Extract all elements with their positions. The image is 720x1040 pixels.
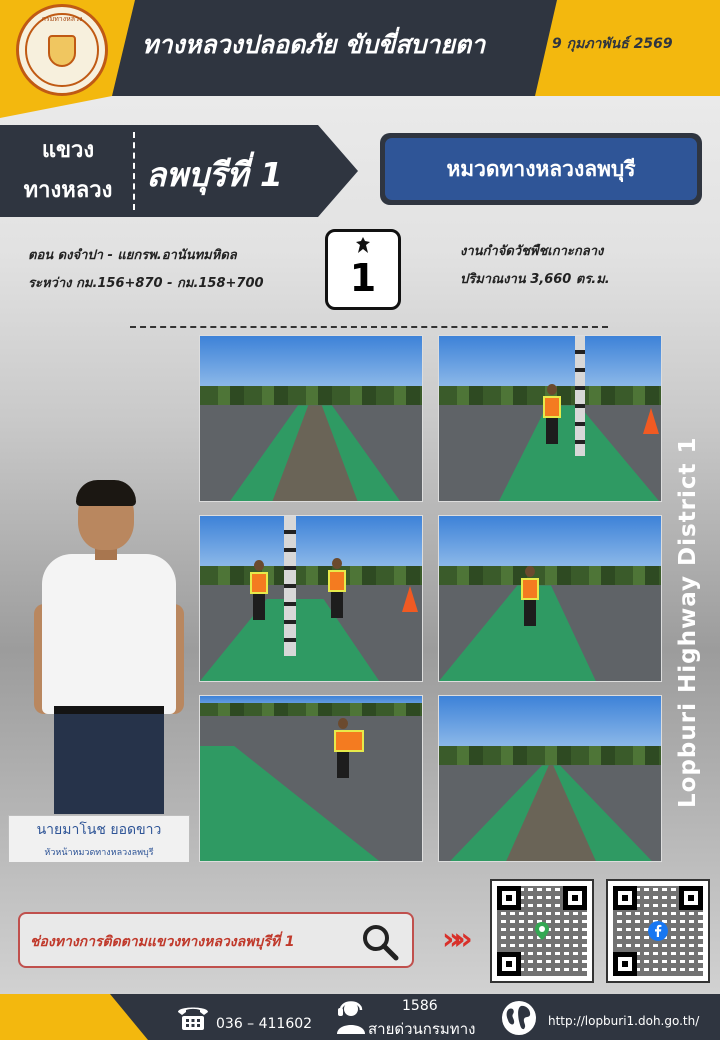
search-icon — [360, 922, 400, 962]
footer-hotline-number[interactable]: 1586 — [402, 998, 438, 1014]
footer-phone[interactable]: 036 – 411602 — [216, 1016, 313, 1032]
section-banner — [380, 133, 702, 205]
logo-emblem-icon — [48, 35, 76, 67]
work-task: งานกำจัดวัชพืชเกาะกลาง — [460, 244, 604, 259]
route-segment: ตอน ดงจำปา - แยกรพ.อานันทมหิดล — [28, 248, 237, 263]
officer-position: หัวหน้าหมวดทางหลวงลพบุรี — [44, 848, 154, 858]
footer-website-link[interactable]: http://lopburi1.doh.go.th/ — [548, 1014, 700, 1028]
follow-channels-text: ช่องทางการติดตามแขวงทางหลวงลพบุรีที่ 1 — [30, 934, 295, 950]
route-number: 1 — [349, 256, 377, 300]
qr-code-google-maps[interactable] — [490, 879, 594, 983]
globe-icon — [500, 999, 538, 1037]
district-label — [8, 131, 128, 211]
section-name: หมวดทางหลวงลพบุรี — [385, 138, 697, 200]
route-sign — [325, 229, 401, 310]
work-photo-1 — [199, 335, 423, 502]
qr-code-facebook[interactable] — [606, 879, 710, 983]
officer-photo — [34, 484, 184, 814]
header-title: ทางหลวงปลอดภัย ขับขี่สบายตา — [142, 30, 486, 59]
route-info — [28, 242, 264, 298]
header-date: 9 กุมภาพันธ์ 2569 — [552, 36, 673, 52]
route-km-range: ระหว่าง กม.156+870 - กม.158+700 — [28, 276, 264, 291]
work-photo-4 — [438, 515, 662, 682]
call-center-icon — [334, 998, 368, 1036]
footer-hotline-label: สายด่วนกรมทาง — [368, 1020, 476, 1038]
google-maps-icon — [532, 921, 552, 941]
logo-text: กรมทางหลวง — [41, 15, 83, 23]
work-photo-5 — [199, 695, 423, 862]
district-label-line1: แขวง — [41, 138, 95, 163]
district-side-text: Lopburi Highway District 1 — [675, 436, 701, 808]
section-divider — [130, 326, 608, 328]
department-logo — [16, 4, 108, 96]
garuda-icon — [356, 237, 370, 254]
work-photo-3 — [199, 515, 423, 682]
work-info — [460, 238, 610, 294]
follow-channels-box — [18, 912, 414, 968]
facebook-icon — [648, 921, 668, 941]
district-label-line2: ทางหลวง — [23, 178, 113, 203]
officer-name-box — [8, 815, 190, 863]
work-photo-6 — [438, 695, 662, 862]
work-photo-2 — [438, 335, 662, 502]
work-quantity: ปริมาณงาน 3,660 ตร.ม. — [460, 272, 610, 287]
district-name: ลพบุรีที่ 1 — [146, 155, 283, 194]
telephone-icon — [176, 1004, 210, 1032]
district-divider — [133, 132, 135, 210]
officer-name: นายมาโนช ยอดขาว — [36, 822, 162, 838]
chevron-right-icon: »» — [442, 922, 465, 957]
